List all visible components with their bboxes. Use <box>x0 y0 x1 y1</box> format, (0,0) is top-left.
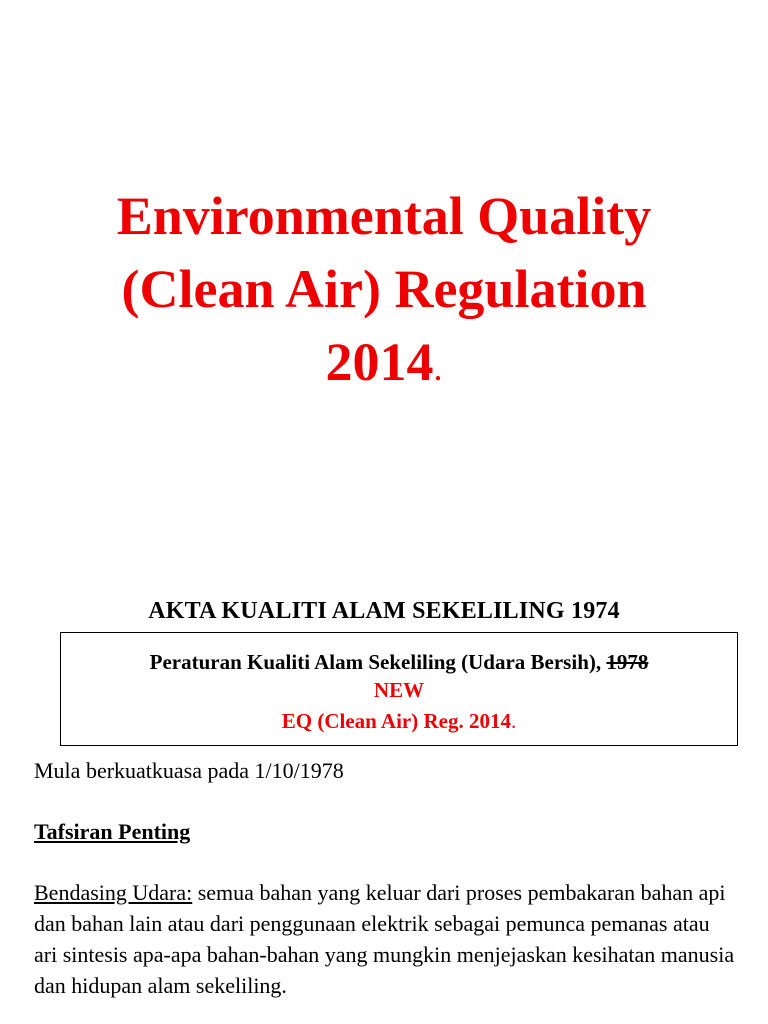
definition-text: semua bahan yang keluar dari proses pembakaran bahan api dan bahan lain atau dari penggunaan elektrik sebagai pemunca pemanas atau ari sintesis apa-apa bahan-bahan yang mungkin menjejaskan kesihatan manusia dan hidupan alam sekeliling. <box>34 880 735 998</box>
old-regulation-line <box>61 649 737 675</box>
section-heading: Tafsiran Penting <box>34 819 191 844</box>
title-line-2: (Clean Air) Regulation <box>121 259 647 319</box>
old-regulation-name: Peraturan Kualiti Alam Sekeliling (Udara Bersih), <box>149 650 607 674</box>
new-regulation-period: . <box>510 709 517 733</box>
title-period: . <box>433 348 443 388</box>
definition-paragraph <box>34 877 738 1001</box>
act-heading: AKTA KUALITI ALAM SEKELILING 1974 <box>148 598 620 624</box>
new-regulation-name: EQ (Clean Air) Reg. 2014 <box>281 709 511 733</box>
old-regulation-year: 1978 <box>606 650 649 674</box>
title-line-3 <box>0 326 768 405</box>
regulation-box <box>60 632 738 746</box>
new-label: NEW <box>373 678 425 702</box>
new-regulation-line <box>61 706 737 737</box>
effective-date: Mula berkuatkuasa pada 1/10/1978 <box>34 758 344 783</box>
definition-term: Bendasing Udara: <box>34 880 193 905</box>
title-year: 2014 <box>325 332 434 392</box>
title-line-1: Environmental Quality <box>116 186 652 246</box>
document-title <box>0 180 768 405</box>
